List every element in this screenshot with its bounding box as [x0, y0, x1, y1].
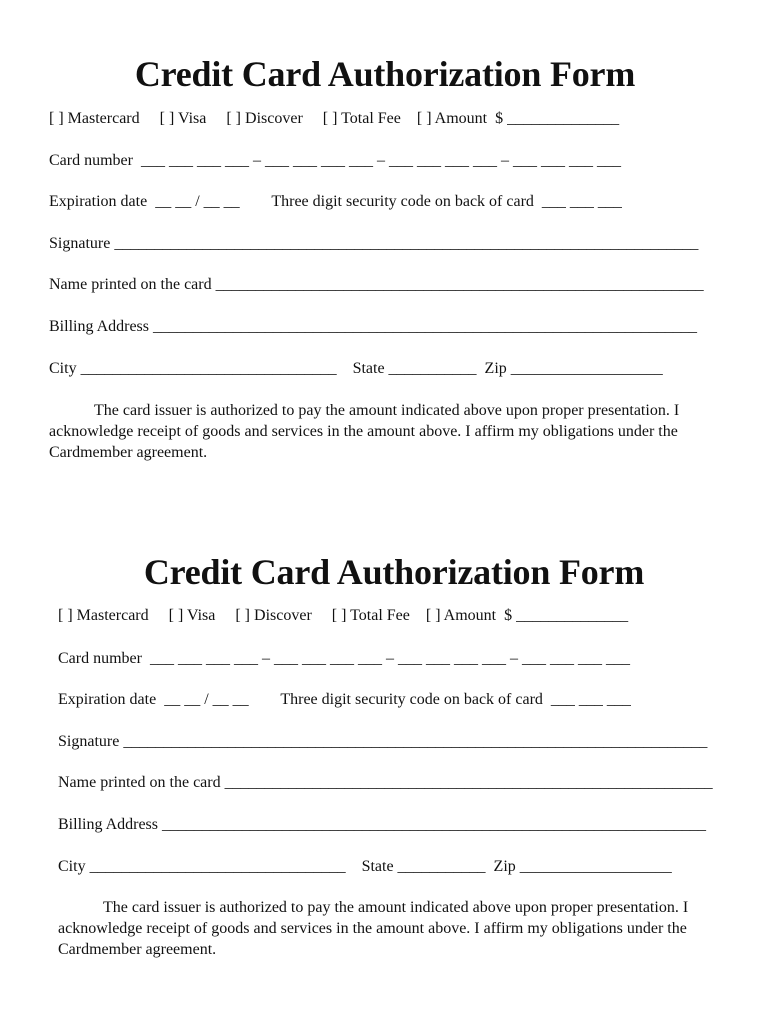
city-state-zip-field[interactable]: City ________________________________ State ___________ Zip ___________________ [58, 858, 672, 875]
billing-address-field[interactable]: Billing Address ____________________________________________________________________ [49, 318, 698, 335]
card-type-options[interactable]: [ ] Mastercard [ ] Visa [ ] Discover [ ] Total Fee [ ] Amount $ ______________ [49, 110, 620, 127]
signature-field[interactable]: Signature _________________________________________________________________________ [58, 733, 708, 750]
card-number-field[interactable]: Card number ___ ___ ___ ___ – ___ ___ ___ ___ – ___ ___ ___ ___ – ___ ___ ___ ___ [49, 152, 621, 169]
city-state-zip-field[interactable]: City ________________________________ State ___________ Zip ___________________ [49, 360, 663, 377]
signature-field[interactable]: Signature _________________________________________________________________________ [49, 235, 699, 252]
authorization-statement-text: The card issuer is authorized to pay the amount indicated above upon proper presentation. I acknowledge receipt of goods and services in the amount above. I affirm my obligations under the Cardmember agreement. [58, 899, 689, 958]
authorization-statement-text: The card issuer is authorized to pay the amount indicated above upon proper presentation. I acknowledge receipt of goods and services in the amount above. I affirm my obligations under the Cardmember agreement. [49, 402, 680, 461]
card-type-options[interactable]: [ ] Mastercard [ ] Visa [ ] Discover [ ] Total Fee [ ] Amount $ ______________ [58, 607, 629, 624]
billing-address-field[interactable]: Billing Address ____________________________________________________________________ [58, 816, 707, 833]
form-title: Credit Card Authorization Form [143, 552, 645, 592]
card-number-field[interactable]: Card number ___ ___ ___ ___ – ___ ___ ___ ___ – ___ ___ ___ ___ – ___ ___ ___ ___ [58, 650, 630, 667]
expiration-and-security-code-field[interactable]: Expiration date __ __ / __ __ Three digit security code on back of card ___ ___ ___ [58, 691, 631, 708]
name-printed-field[interactable]: Name printed on the card _____________________________________________________________ [49, 276, 704, 293]
name-printed-field[interactable]: Name printed on the card _____________________________________________________________ [58, 774, 713, 791]
authorization-statement [58, 897, 718, 960]
authorization-statement [49, 400, 709, 463]
form-title: Credit Card Authorization Form [134, 54, 636, 94]
expiration-and-security-code-field[interactable]: Expiration date __ __ / __ __ Three digit security code on back of card ___ ___ ___ [49, 193, 622, 210]
